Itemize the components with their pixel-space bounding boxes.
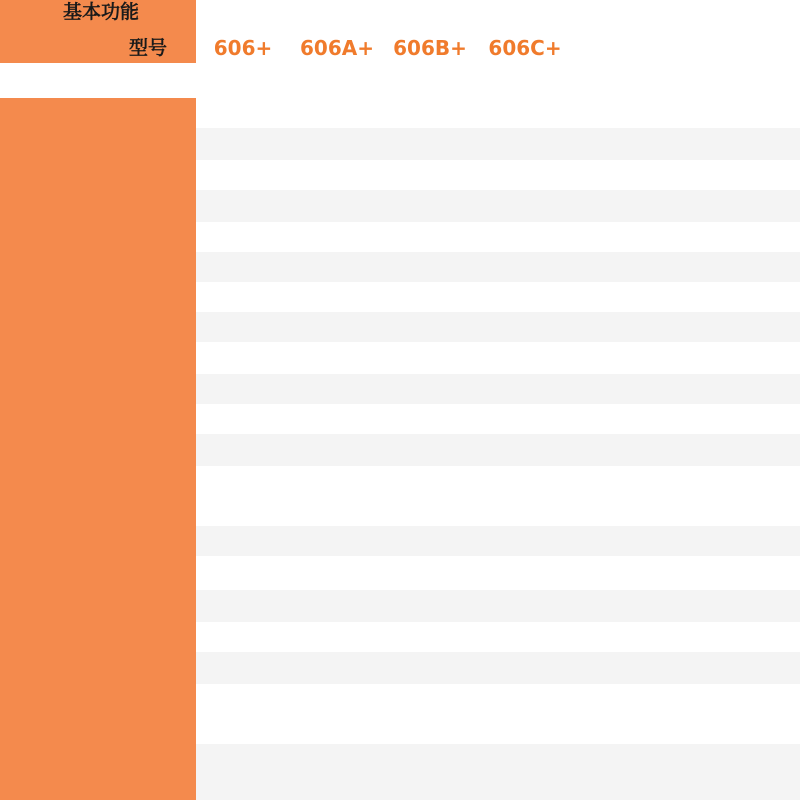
model-label: 型号 [100, 32, 196, 63]
range-cell [476, 744, 574, 800]
accuracy-cell [574, 590, 800, 622]
accuracy-cell [574, 434, 800, 466]
range-cell [290, 526, 384, 556]
range-cell [476, 556, 574, 590]
range-cell [290, 744, 384, 800]
range-cell [384, 160, 476, 190]
range-cell [196, 622, 290, 652]
range-cell [290, 590, 384, 622]
accuracy-cell [574, 556, 800, 590]
model-606a-plus: 606A+ [300, 35, 374, 60]
range-cell [476, 128, 574, 160]
range-cell [196, 526, 290, 556]
range-cell [384, 622, 476, 652]
range-cell [196, 590, 290, 622]
range-cell [384, 252, 476, 282]
range-cell [384, 684, 476, 744]
accuracy-cell [574, 252, 800, 282]
accuracy-cell [574, 466, 800, 526]
range-cell [476, 434, 574, 466]
accuracy-cell [574, 282, 800, 312]
accuracy-cell [574, 374, 800, 404]
range-cell [196, 160, 290, 190]
range-cell [196, 404, 290, 434]
range-cell [476, 312, 574, 342]
range-cell [196, 652, 290, 684]
range-cell [476, 282, 574, 312]
accuracy-cell [574, 744, 800, 800]
range-cell [290, 282, 384, 312]
accuracy-cell [574, 222, 800, 252]
range-cell [476, 652, 574, 684]
range-cell [290, 342, 384, 374]
range-cell [384, 312, 476, 342]
section-label [0, 526, 196, 622]
range-cell [196, 98, 290, 128]
label-band [0, 32, 100, 63]
range-cell [290, 684, 384, 744]
range-cell [476, 622, 574, 652]
range-cell [384, 466, 476, 526]
range-cell [196, 128, 290, 160]
range-cell [384, 342, 476, 374]
range-cell [384, 744, 476, 800]
section-label [0, 98, 196, 190]
accuracy-cell [574, 190, 800, 222]
range-cell [290, 434, 384, 466]
range-cell [384, 556, 476, 590]
range-cell [290, 404, 384, 434]
range-cell [196, 556, 290, 590]
range-cell [196, 374, 290, 404]
model-606-plus: 606+ [213, 35, 273, 60]
range-cell [476, 252, 574, 282]
range-cell [290, 128, 384, 160]
range-cell [196, 466, 290, 526]
range-cell [290, 98, 384, 128]
range-cell [384, 374, 476, 404]
section-label [0, 190, 196, 282]
range-cell [290, 222, 384, 252]
range-cell [384, 282, 476, 312]
accuracy-cell [574, 652, 800, 684]
accuracy-cell [574, 684, 800, 744]
range-cell [290, 652, 384, 684]
accuracy-cell [574, 98, 800, 128]
section-label [0, 744, 196, 800]
range-cell [196, 190, 290, 222]
range-cell [290, 556, 384, 590]
range-cell [476, 590, 574, 622]
range-cell [476, 466, 574, 526]
range-cell [196, 222, 290, 252]
accuracy-cell [574, 526, 800, 556]
range-cell [384, 434, 476, 466]
range-cell [290, 374, 384, 404]
range-cell [476, 342, 574, 374]
range-cell [384, 98, 476, 128]
range-cell [476, 684, 574, 744]
header-title: 基本功能 [0, 0, 196, 32]
accuracy-cell [574, 312, 800, 342]
range-cell [290, 190, 384, 222]
range-cell [476, 526, 574, 556]
range-cell [290, 622, 384, 652]
range-cell [384, 590, 476, 622]
range-cell [384, 404, 476, 434]
range-cell [384, 526, 476, 556]
range-cell [196, 252, 290, 282]
accuracy-cell [574, 160, 800, 190]
model-606b-plus: 606B+ [393, 35, 467, 60]
range-cell [476, 98, 574, 128]
range-cell [290, 466, 384, 526]
accuracy-cell [574, 342, 800, 374]
range-cell [476, 374, 574, 404]
model-606c-plus: 606C+ [488, 35, 562, 60]
range-cell [196, 684, 290, 744]
accuracy-cell [574, 622, 800, 652]
range-cell [476, 160, 574, 190]
range-cell [290, 312, 384, 342]
accuracy-cell [574, 128, 800, 160]
range-cell [196, 312, 290, 342]
range-cell [196, 342, 290, 374]
section-label [0, 374, 196, 466]
accuracy-cell [574, 404, 800, 434]
range-cell [290, 252, 384, 282]
range-cell [196, 282, 290, 312]
range-cell [476, 190, 574, 222]
section-label [0, 466, 196, 526]
range-cell [384, 128, 476, 160]
range-cell [384, 190, 476, 222]
range-cell [196, 744, 290, 800]
range-cell [476, 404, 574, 434]
range-cell [290, 160, 384, 190]
range-cell [384, 222, 476, 252]
section-label [0, 622, 196, 744]
range-cell [196, 434, 290, 466]
range-cell [476, 222, 574, 252]
section-label [0, 282, 196, 374]
range-cell [384, 652, 476, 684]
